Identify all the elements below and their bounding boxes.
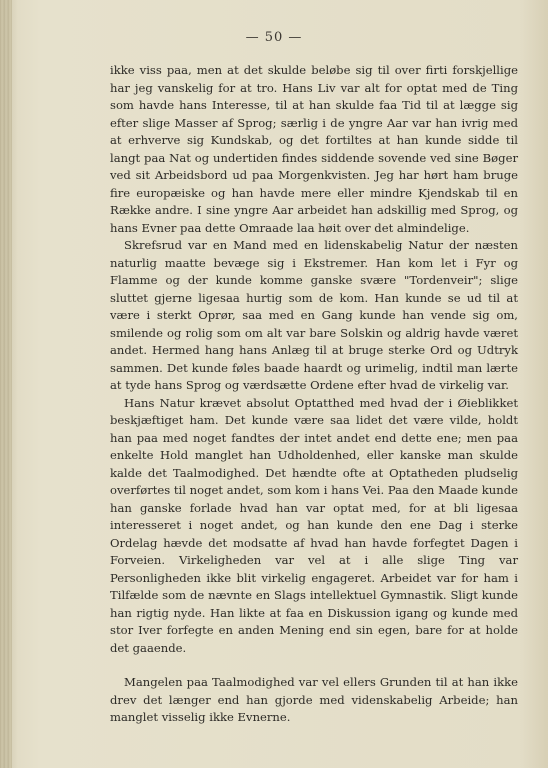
paragraph-1: ikke viss paa, men at det skulde beløbe sig til over firti forskjellige har jeg vanskelig for at tro. Hans Liv var alt for optat med de Ting som havde hans Interesse, til at han skulde faa Tid til at lægge sig efter slige Masser af Sprog; særlig i de yngre Aar var han ivrig med at erhverve sig Kundskab, og det fortiltes at han kunde sidde til langt paa Nat og undertiden findes siddende sovende ved sine Bøger ved sit Arbeidsbord ud paa Morgenkvisten. Jeg har hørt ham bruge fire europæiske og han havde mere eller mindre Kjendskab til en Række andre. I sine yngre Aar arbeidet han adskillig med Sprog, og hans Evner paa dette Omraade laa høit over det almindelige. xyxy=(110,63,518,235)
paragraph-2: Skrefsrud var en Mand med en lidenskabelig Natur der næsten naturlig maatte bevæge sig i Ekstremer. Han kom let i Fyr og Flamme og der kunde komme ganske svære "Tordenveir"; slige sluttet gjerne ligesaa hurtig som de kom. Han kunde se ud til at være i sterkt Oprør, saa med en Gang kunde han vende sig om, smilende og rolig som om alt var bare Solskin og aldrig havde været andet. Hermed hang hans Anlæg til at bruge sterke Ord og Udtryk sammen. Det kunde føles baade haardt og urimelig, indtil man lærte at tyde hans Sprog og værdsætte Ordene efter hvad de virkelig var. xyxy=(110,238,518,392)
body-text xyxy=(110,62,518,727)
paragraph-3: Hans Natur krævet absolut Optatthed med hvad der i Øieblikket beskjæftiget ham. Det kunde være saa lidet det være vilde, holdt han paa med noget fandtes der intet andet end dette ene; men paa enkelte Hold manglet han Udholdenhed, eller kanske man skulde kalde det Taalmodighed. Det hændte ofte at Optatheden pludselig overførtes til noget andet, som kom i hans Vei. Paa den Maade kunde han ganske forlade hvad han var optat med, for at bli ligesaa interesseret i noget andet, og han kunde den ene Dag i sterke Ordelag hævde det modsatte af hvad han havde forfegtet Dagen i Forveien. Virkeligheden var vel at i alle slige Ting var Personligheden ikke blit virkelig engageret. Arbeidet var for ham i Tilfælde som de nævnte en Slags intellektuel Gymnastik. Sligt kunde han rigtig nyde. Han likte at faa en Diskussion igang og kunde med stor Iver forfegte en anden Mening end sin egen, bare for at holde det gaaende. xyxy=(110,395,518,655)
page-number: — 50 — xyxy=(245,30,303,45)
paragraph-4: Mangelen paa Taalmodighed var vel ellers Grunden til at han ikke drev det længer end han gjorde med videnskabelig Arbeide; han manglet visselig ikke Evnerne. xyxy=(110,675,518,724)
page-binding-edge xyxy=(0,0,12,768)
